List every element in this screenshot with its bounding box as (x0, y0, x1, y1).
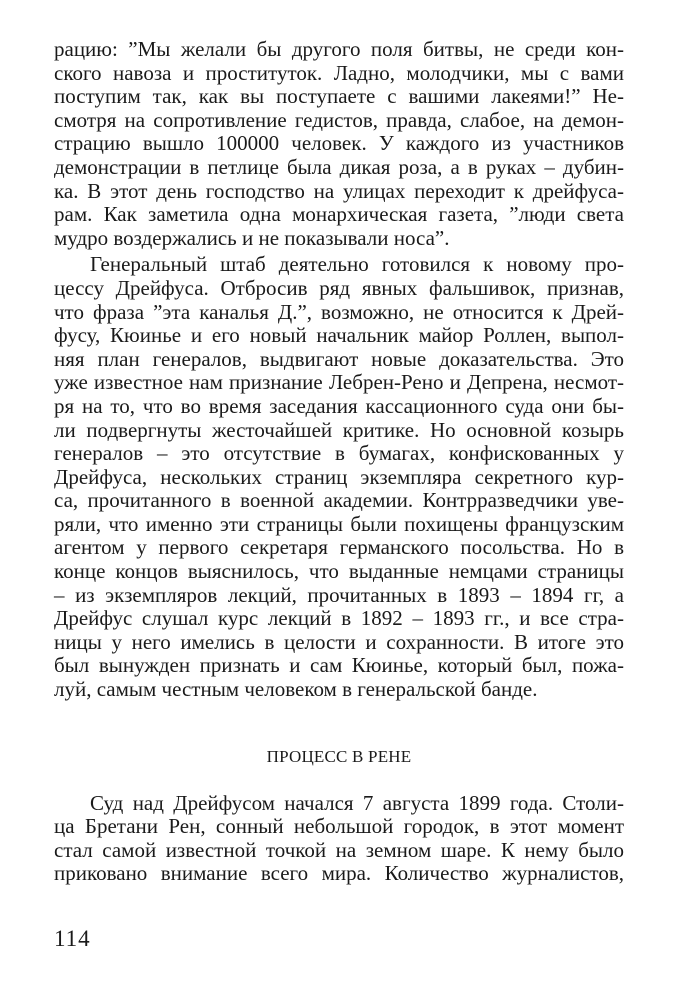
text-line: мудро воздержались и не показывали носа”. (54, 225, 450, 250)
text-line: генералов – это отсутствие в бумагах, конфискованных у (54, 441, 624, 466)
text-line: конце концов выяснилось, что выданные немцами страницы (54, 559, 624, 584)
text-line: что фраза ”эта каналья Д.”, возможно, не относится к Дрей- (54, 299, 624, 324)
text-line: приковано внимание всего мира. Количество журналистов, (54, 861, 624, 886)
text-line: фусу, Кюинье и его новый начальник майор Роллен, выпол- (54, 323, 624, 348)
text-line: ка. В этот день господство на улицах переходит к дрейфуса- (54, 178, 624, 203)
section-heading: ПРОЦЕСС В РЕНЕ (266, 746, 412, 766)
text-line: страцию вышло 100000 человек. У каждого из участников (54, 131, 624, 156)
page-body (54, 38, 624, 886)
text-line: агентом у первого секретаря германского посольства. Но в (54, 535, 624, 560)
text-line: поступим так, как вы поступаете с вашими лакеями!” Не- (54, 84, 624, 109)
text-line: демонстрации в петлице была дикая роза, а в руках – дубин- (54, 154, 624, 179)
text-line: цессу Дрейфуса. Отбросив ряд явных фальшивок, признав, (54, 275, 624, 300)
text-line: няя план генералов, выдвигают новые доказательства. Это (54, 346, 624, 371)
text-line: смотря на сопротивление гедистов, правда, слабое, на демон- (54, 107, 624, 132)
text-line: – из экземпляров лекций, прочитанных в 1893 – 1894 гг, а (54, 582, 624, 607)
paragraph-1 (54, 38, 624, 250)
paragraph-2 (54, 253, 624, 701)
text-line: уже известное нам признание Лебрен-Рено и Депрена, несмот- (54, 370, 624, 395)
text-line: Дрейфус слушал курс лекций в 1892 – 1893 гг., и все стра- (54, 606, 624, 631)
text-line: рацию: ”Мы желали бы другого поля битвы, не среди кон- (54, 37, 624, 61)
text-line: ского навоза и проституток. Ладно, молодчики, мы с вами (54, 60, 624, 85)
text-line: стал самой известной точкой на земном шаре. К нему было (54, 837, 624, 862)
page-number: 114 (54, 926, 91, 951)
text-line: луй, самым честным человеком в генеральской банде. (54, 677, 538, 702)
text-line: Суд над Дрейфусом начался 7 августа 1899 года. Столи- (90, 790, 624, 815)
text-line: ницы у него имелись в целости и сохранности. В итоге это (54, 629, 624, 654)
text-line: рам. Как заметила одна монархическая газета, ”люди света (54, 202, 624, 227)
text-line: Генеральный штаб деятельно готовился к новому про- (90, 252, 624, 277)
text-line: Дрейфуса, нескольких страниц экземпляра секретного кур- (54, 464, 624, 489)
text-line: был вынужден признать и сам Кюинье, который был, пожа- (54, 653, 624, 678)
paragraph-3 (54, 792, 624, 886)
text-line: са, прочитанного в военной академии. Контрразведчики уве- (54, 488, 624, 513)
text-line: ря на то, что во время заседания кассационного суда они бы- (54, 393, 624, 418)
text-line: ца Бретани Рен, сонный небольшой городок, в этот момент (54, 814, 624, 839)
text-line: ли подвергнуты жесточайшей критике. Но основной козырь (54, 417, 624, 442)
text-line: ряли, что именно эти страницы были похищены французским (54, 511, 624, 536)
